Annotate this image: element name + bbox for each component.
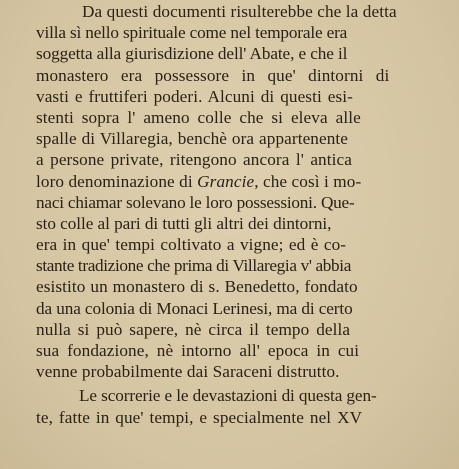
text-line: stenti sopra l' ameno colle che si eleva alle — [36, 107, 361, 127]
text-line: venne probabilmente dai Saraceni distrutto. — [36, 362, 340, 382]
paragraph-2 — [36, 385, 434, 427]
text-line: monastero era possessore in que' dintorni di — [36, 65, 390, 85]
text-line: Le scorrerie e le devastazioni di questa gen- — [79, 386, 377, 406]
text-line: loro denominazione di Grancie, che così i mo- — [36, 171, 362, 191]
text-line: spalle di Villaregia, benchè ora appartenente — [36, 129, 349, 149]
text-line: da una colonia di Monaci Lerinesi, ma di certo — [36, 298, 353, 318]
text-line: te, fatte in que' tempi, e specialmente nel XV — [36, 407, 363, 427]
text-line: stante tradizione che prima di Villaregia v' abbia — [36, 256, 351, 276]
text-line: a persone private, ritengono ancora l' antica — [36, 150, 352, 170]
text-line: sua fondazione, nè intorno all' epoca in cui — [36, 341, 360, 360]
text-line: esistito un monastero di s. Benedetto, fondato — [36, 277, 358, 297]
text-line: nulla si può sapere, nè circa il tempo della — [36, 319, 351, 339]
text-line: era in que' tempi coltivato a vigne; ed è co- — [36, 235, 347, 255]
text-line: naci chiamar solevano le loro possessioni. Que- — [36, 192, 355, 212]
paragraph-1 — [36, 1, 434, 382]
text-line: Da questi documenti risulterebbe che la detta — [82, 2, 397, 21]
text-line: villa sì nello spirituale come nel temporale era — [36, 23, 348, 43]
text-line: vasti e fruttiferi poderi. Alcuni di questi esi- — [36, 86, 353, 106]
text-line: soggetta alla giurisdizione dell' Abate, e che il — [36, 44, 348, 64]
text-line: sto colle al pari di tutti gli altri dei dintorni, — [36, 213, 332, 233]
page-text — [36, 1, 434, 428]
